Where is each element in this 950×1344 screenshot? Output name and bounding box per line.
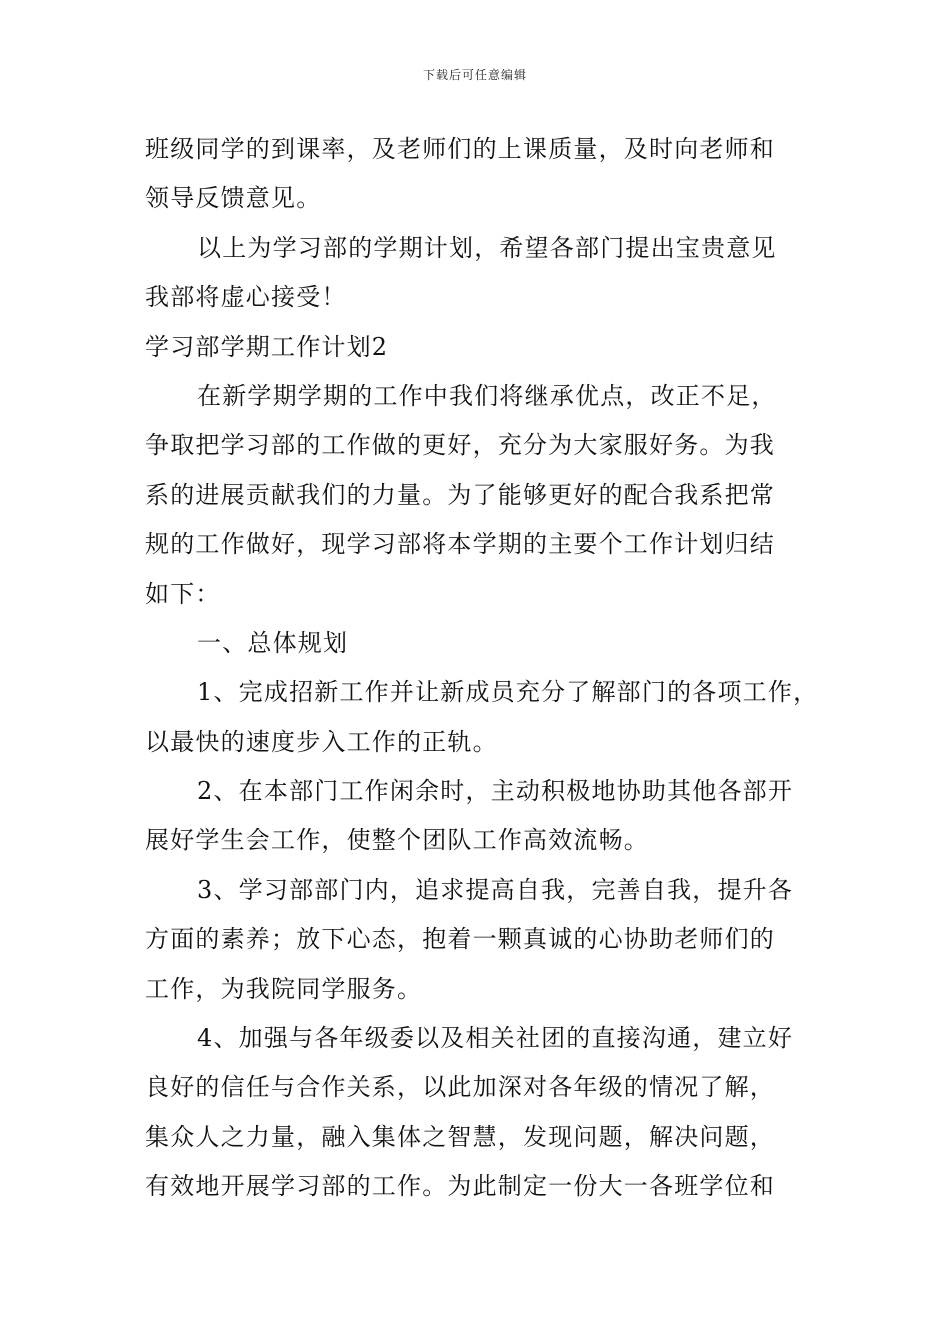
text-line: 系的进展贡献我们的力量。为了能够更好的配合我系把常 xyxy=(145,480,775,509)
text-line: 方面的素养；放下心态，抱着一颗真诚的心协助老师们的 xyxy=(145,925,775,954)
text-line: 以最快的速度步入工作的正轨。 xyxy=(145,727,498,756)
text-line: 工作，为我院同学服务。 xyxy=(145,974,423,1003)
text-line: 领导反馈意见。 xyxy=(145,184,322,213)
document-body xyxy=(145,125,825,1212)
list-item: 4、加强与各年级委以及相关社团的直接沟通，建立好 xyxy=(197,1024,794,1053)
text-line: 有效地开展学习部的工作。为此制定一份大一各班学位和 xyxy=(145,1172,775,1201)
section-title: 学习部学期工作计划2 xyxy=(145,332,389,361)
text-line: 如下： xyxy=(145,579,221,608)
list-item: 1、完成招新工作并让新成员充分了解部门的各项工作， xyxy=(197,678,819,707)
text-line: 展好学生会工作，使整个团队工作高效流畅。 xyxy=(145,826,649,855)
text-line: 我部将虚心接受！ xyxy=(145,283,347,312)
text-line: 在新学期学期的工作中我们将继承优点，改正不足， xyxy=(197,381,777,410)
text-line: 良好的信任与合作关系，以此加深对各年级的情况了解， xyxy=(145,1073,775,1102)
text-line: 以上为学习部的学期计划，希望各部门提出宝贵意见 xyxy=(197,233,777,262)
text-line: 集众人之力量，融入集体之智慧，发现问题，解决问题， xyxy=(145,1122,775,1151)
text-line: 规的工作做好，现学习部将本学期的主要个工作计划归结 xyxy=(145,530,775,559)
text-line: 争取把学习部的工作做的更好，充分为大家服好务。为我 xyxy=(145,431,775,460)
subsection-heading: 一、总体规划 xyxy=(197,628,349,657)
list-item: 3、学习部部门内，追求提高自我，完善自我，提升各 xyxy=(197,875,794,904)
text-line: 班级同学的到课率，及老师们的上课质量，及时向老师和 xyxy=(145,135,775,163)
list-item: 2、在本部门工作闲余时，主动积极地协助其他各部开 xyxy=(197,777,794,806)
page-header: 下载后可任意编辑 xyxy=(422,68,527,82)
